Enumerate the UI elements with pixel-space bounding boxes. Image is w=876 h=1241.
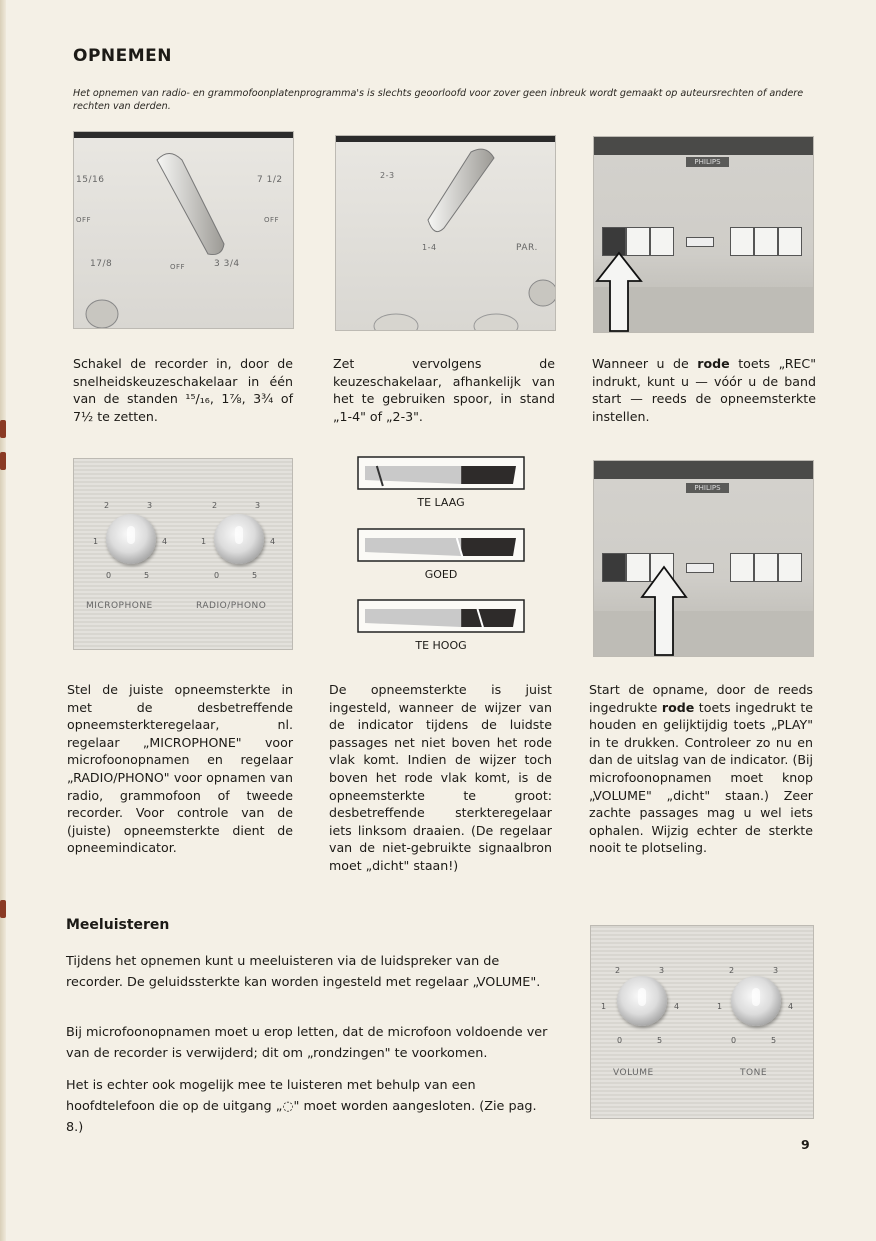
brand-badge: PHILIPS — [686, 483, 729, 493]
caption-text: Start de opname, door de reeds ingedrukte — [589, 682, 813, 715]
scale-number: 4 — [162, 537, 168, 546]
tone-label: TONE — [740, 1068, 768, 1078]
recorder-top — [594, 461, 813, 479]
scale-number: 1 — [601, 1002, 607, 1011]
caption-track: Zet vervolgens de keuzeschakelaar, afhankelijk van het te gebruiken spoor, in stand „1-4" of „2-3". — [333, 356, 555, 424]
scale-number: 0 — [214, 571, 220, 580]
brand-badge: PHILIPS — [686, 157, 729, 167]
caption-text: toets „REC" indrukt, kunt u — vóór u de band start — reeds de opneemsterkte instellen. — [592, 356, 816, 424]
speed-label: OFF — [170, 263, 186, 271]
speed-label: 15/16 — [76, 175, 105, 185]
recorder-base — [594, 611, 813, 656]
paragraph: Tijdens het opnemen kunt u meeluisteren via de luidspreker van de recorder. De geluidssterkte kan worden ingesteld met regelaar „VOLUME". — [66, 954, 541, 990]
intro-note: Het opnemen van radio- en grammofoonplatenprogramma's is slechts geoorloofd voor zover geen inbreuk wordt gemaakt op auteursrechten of andere rechten van derden. — [73, 88, 804, 112]
meter-label: TE LAAG — [417, 496, 465, 509]
counter — [686, 563, 714, 573]
level-meter — [357, 528, 525, 562]
up-arrow-icon — [639, 565, 689, 657]
page-number: 9 — [801, 1137, 810, 1152]
paragraph: Bij microfoonopnamen moet u erop letten, dat de microfoon voldoende ver van de recorder is verwijderd; dit om „rondzingen" te voorkomen. — [66, 1025, 548, 1061]
caption-emphasis: rode — [697, 356, 730, 371]
meter-red-zone — [461, 538, 516, 556]
scale-number: 2 — [212, 501, 218, 510]
scale-number: 5 — [657, 1036, 663, 1045]
recorder-key — [778, 553, 802, 582]
scale-number: 5 — [144, 571, 150, 580]
caption-text: toets ingedrukt te houden en gelijktijdig toets „PLAY" in te drukken. Controleer zo nu en dan de uitslag van de indicator. (Bij microfoonopnamen moet knop „VOLUME" „dicht" staan.) Zeer zachte passages mag u wel iets ophalen. Wijzig echter de sterkte nooit te plotseling. — [589, 699, 814, 856]
caption-play — [589, 681, 813, 857]
record-level-photo — [73, 458, 293, 650]
track-switch-knob — [336, 136, 555, 330]
scale-number: 1 — [717, 1002, 723, 1011]
page-title: OPNEMEN — [73, 46, 173, 66]
volume-label: VOLUME — [613, 1068, 654, 1078]
scale-number: 5 — [252, 571, 258, 580]
scale-number: 2 — [104, 501, 110, 510]
scale-number: 5 — [771, 1036, 777, 1045]
level-meter — [357, 456, 525, 490]
scale-number: 0 — [731, 1036, 737, 1045]
speed-label: OFF — [76, 216, 92, 224]
counter — [686, 237, 714, 247]
caption-record-level: Stel de juiste opneemsterkte in met de desbetreffende opneemsterkteregelaar, nl. regelaar „MICROPHONE" voor microfoonopnamen en regelaar „RADIO/PHONO" voor opnamen van radio, grammofoon of tweede recorder. Voor controle van de (juiste) opneemsterkte dient de opneemindicator. — [67, 682, 293, 856]
scale-number: 3 — [255, 501, 261, 510]
caption-emphasis: rode — [661, 699, 695, 715]
rec-button — [602, 553, 626, 582]
scale-number: 1 — [201, 537, 207, 546]
microphone-knob — [106, 514, 156, 564]
scale-number: 4 — [270, 537, 276, 546]
track-label: PAR. — [516, 243, 538, 253]
meter-red-zone — [461, 609, 516, 627]
caption-text: Wanneer u de — [592, 356, 698, 371]
volume-knob — [617, 976, 667, 1026]
recorder-key — [650, 227, 674, 256]
recorder-rec-photo — [593, 136, 814, 333]
up-arrow-icon — [594, 251, 644, 333]
microphone-label: MICROPHONE — [86, 601, 153, 611]
meter-label: TE HOOG — [415, 639, 467, 652]
radio-phono-label: RADIO/PHONO — [196, 601, 267, 611]
level-meter — [357, 599, 525, 633]
scale-number: 3 — [773, 966, 779, 975]
recorder-key — [754, 553, 778, 582]
tone-knob — [731, 976, 781, 1026]
track-label: 1-4 — [422, 243, 437, 252]
track-switch-photo — [335, 135, 556, 331]
caption-rec — [592, 355, 816, 425]
scale-number: 1 — [93, 537, 99, 546]
scale-number: 2 — [615, 966, 621, 975]
track-label: 2-3 — [380, 171, 395, 180]
scale-number: 3 — [147, 501, 153, 510]
meter-red-zone — [461, 466, 516, 484]
recorder-top — [594, 137, 813, 155]
section-heading: Meeluisteren — [66, 917, 170, 933]
scale-number: 2 — [729, 966, 735, 975]
caption-meter: De opneemsterkte is juist ingesteld, wanneer de wijzer van de indicator tijdens de luidste passages net niet boven het rode vlak komt. Indien de wijzer toch boven het rode vlak komt, is de opneemsterkte te groot: desbetreffende sterkteregelaar iets linksom draaien. (De regelaar van de niet-gebruikte signaalbron moet „dicht" staan!) — [329, 682, 552, 873]
scale-number: 3 — [659, 966, 665, 975]
radio-phono-knob — [214, 514, 264, 564]
volume-tone-photo — [590, 925, 814, 1119]
meter-label: GOED — [424, 568, 458, 581]
speed-label: 7 1/2 — [257, 175, 283, 185]
speed-label: OFF — [264, 216, 280, 224]
recorder-key — [778, 227, 802, 256]
recorder-key — [754, 227, 778, 256]
recorder-key — [730, 227, 754, 256]
recorder-play-photo — [593, 460, 814, 657]
scale-number: 0 — [106, 571, 112, 580]
caption-speed: Schakel de recorder in, door de snelheidskeuzeschakelaar in één van de standen ¹⁵/₁₆, 1⅞, 3¾ of 7½ te zetten. — [73, 356, 293, 424]
recorder-key — [730, 553, 754, 582]
page-mark — [0, 452, 6, 470]
speed-switch-photo — [73, 131, 294, 329]
scale-number: 4 — [674, 1002, 680, 1011]
speed-label: 17/8 — [90, 259, 113, 269]
page-mark — [0, 900, 6, 918]
scale-number: 4 — [788, 1002, 794, 1011]
speed-switch-knob — [74, 132, 293, 328]
paragraph: Het is echter ook mogelijk mee te luisteren met behulp van een hoofdtelefoon die op de uitgang „◌" moet worden aangesloten. (Zie pag. 8.) — [66, 1078, 537, 1135]
scale-number: 0 — [617, 1036, 623, 1045]
page-mark — [0, 420, 6, 438]
page-edge — [0, 0, 6, 1241]
speed-label: 3 3/4 — [214, 259, 240, 269]
